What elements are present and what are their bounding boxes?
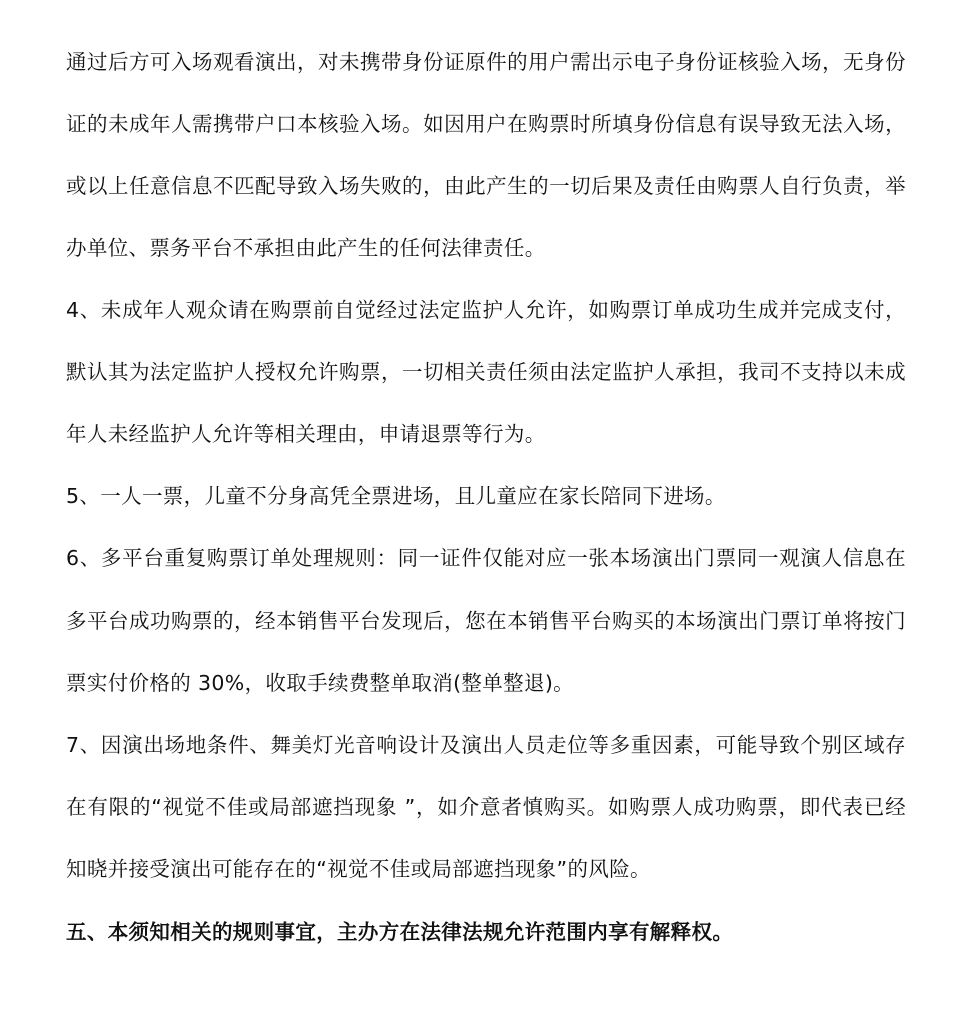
text-line: 或以上任意信息不匹配导致入场失败的，由此产生的一切后果及责任由购票人自行负责，举 bbox=[66, 174, 906, 198]
text-line: 默认其为法定监护人授权允许购票，一切相关责任须由法定监护人承担，我司不支持以未成 bbox=[66, 360, 906, 384]
text-line: 6、多平台重复购票订单处理规则：同一证件仅能对应一张本场演出门票同一观演人信息在 bbox=[66, 546, 906, 570]
text-line: 5、一人一票，儿童不分身高凭全票进场，且儿童应在家长陪同下进场。 bbox=[66, 484, 726, 508]
section-heading: 五、本须知相关的规则事宜，主办方在法律法规允许范围内享有解释权。 bbox=[66, 920, 734, 944]
text-line: 7、因演出场地条件、舞美灯光音响设计及演出人员走位等多重因素，可能导致个别区域存 bbox=[66, 733, 906, 757]
text-line: 4、未成年人观众请在购票前自觉经过法定监护人允许，如购票订单成功生成并完成支付， bbox=[66, 298, 906, 322]
text-line: 通过后方可入场观看演出，对未携带身份证原件的用户需出示电子身份证核验入场，无身份 bbox=[66, 50, 906, 74]
text-line: 证的未成年人需携带户口本核验入场。如因用户在购票时所填身份信息有误导致无法入场， bbox=[66, 112, 906, 136]
text-line: 办单位、票务平台不承担由此产生的任何法律责任。 bbox=[66, 236, 546, 260]
text-line: 年人未经监护人允许等相关理由，申请退票等行为。 bbox=[66, 422, 546, 446]
text-line: 在有限的“视觉不佳或局部遮挡现象 ”，如介意者慎购买。如购票人成功购票，即代表已经 bbox=[66, 795, 906, 819]
text-line: 票实付价格的 30%，收取手续费整单取消(整单整退)。 bbox=[66, 671, 575, 695]
text-line: 多平台成功购票的，经本销售平台发现后，您在本销售平台购买的本场演出门票订单将按门 bbox=[66, 609, 906, 633]
text-line: 知晓并接受演出可能存在的“视觉不佳或局部遮挡现象”的风险。 bbox=[66, 857, 651, 881]
